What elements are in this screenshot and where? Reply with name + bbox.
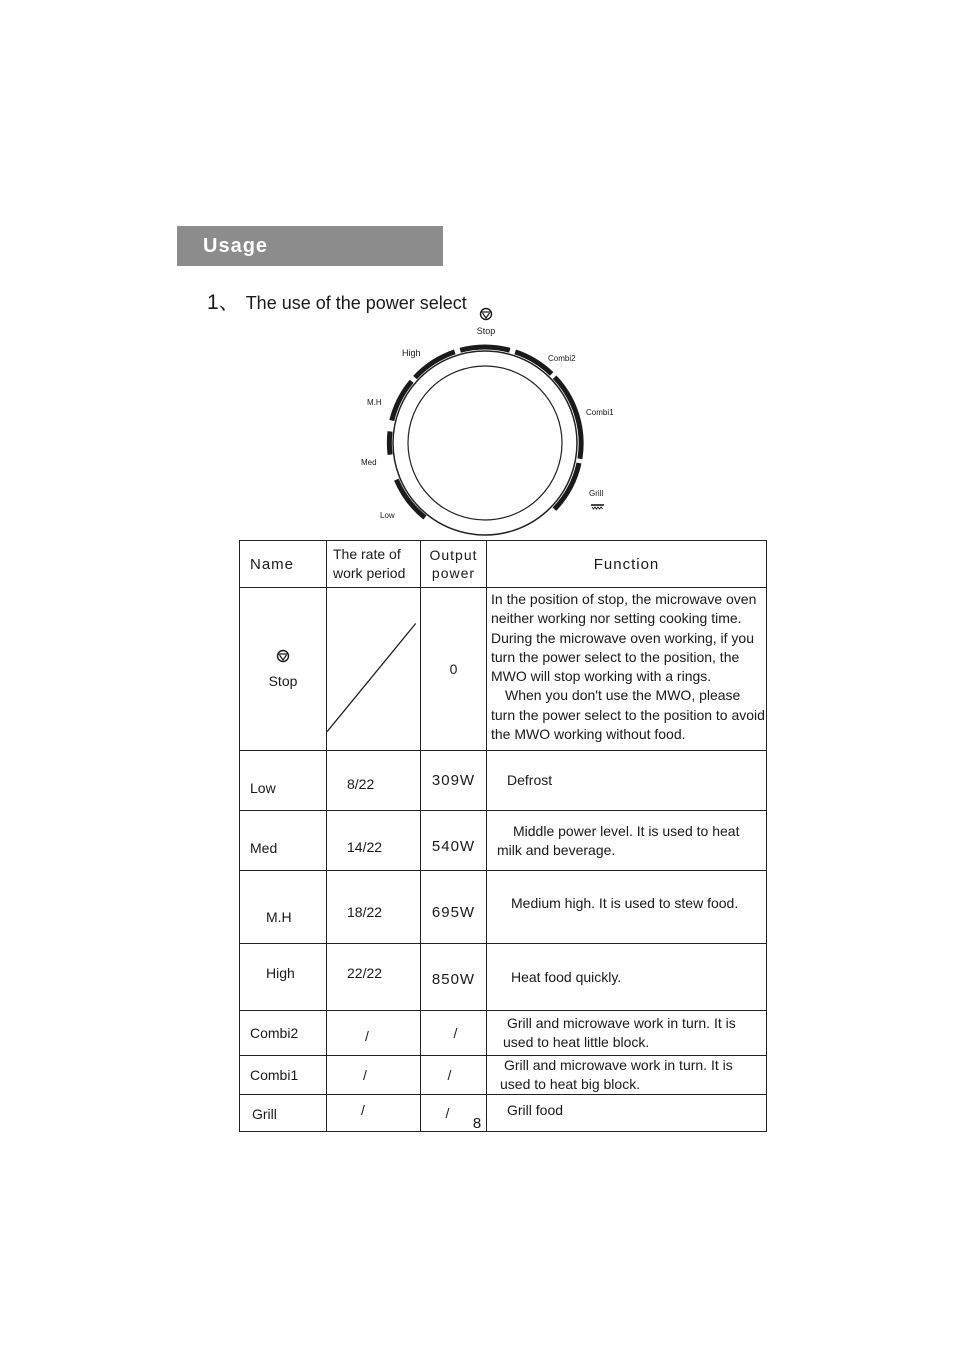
row-function — [487, 588, 767, 751]
row-output: 0 — [421, 588, 487, 751]
row-rate-cell — [327, 588, 421, 751]
row-rate: 18/22 — [327, 871, 421, 944]
row-rate: / — [327, 1011, 421, 1056]
row-name-cell — [240, 588, 327, 751]
row-rate: 8/22 — [327, 751, 421, 811]
row-function: Middle power level. It is used to heat milk and beverage. — [487, 811, 767, 871]
header-name: Name — [240, 541, 327, 588]
row-name: Grill — [240, 1095, 327, 1132]
row-function: Grill food — [487, 1095, 767, 1132]
row-name: Combi2 — [240, 1011, 327, 1056]
table-row — [240, 588, 767, 751]
dial-arc-stop — [460, 347, 510, 350]
row-name: High — [240, 944, 327, 1011]
row-output: 540W — [421, 811, 487, 871]
header-rate-line2: work period — [333, 565, 406, 581]
table-row — [240, 871, 767, 944]
dial-scale-arcs — [389, 347, 581, 517]
row-function: Medium high. It is used to stew food. — [487, 871, 767, 944]
dial-label-mh: M.H — [367, 398, 382, 407]
row-output: / — [421, 1095, 487, 1132]
table-row — [240, 811, 767, 871]
dial-label-stop: Stop — [476, 326, 496, 336]
dial-label-med: Med — [361, 458, 377, 467]
header-function: Function — [487, 541, 767, 588]
row-output: 309W — [421, 751, 487, 811]
dial-arc-high — [415, 352, 455, 378]
table-row — [240, 944, 767, 1011]
table-row — [240, 1011, 767, 1056]
row-output: / — [421, 1056, 487, 1095]
row-rate: 22/22 — [327, 944, 421, 1011]
dial-label-combi1: Combi1 — [586, 408, 614, 417]
header-output-line2: power — [431, 565, 476, 581]
row-function: Defrost — [487, 751, 767, 811]
header-output-line1: Output — [429, 547, 478, 563]
dial-arc-mh — [392, 381, 412, 420]
heading-text: The use of the power select — [245, 293, 467, 313]
stop-icon — [481, 309, 492, 320]
power-level-table — [239, 540, 767, 1132]
table-row — [240, 751, 767, 811]
dial-label-grill: Grill — [589, 489, 604, 498]
row-output: 695W — [421, 871, 487, 944]
dial-arc-combi2 — [515, 352, 551, 374]
row-name: Med — [240, 811, 327, 871]
dial-arc-med — [389, 431, 390, 454]
row-rate: / — [327, 1056, 421, 1095]
stop-function-p1: In the position of stop, the microwave oven neither working nor setting cooking time. During the microwave oven working, if you turn the power select to the position, the MWO will stop working with a rings. — [491, 591, 757, 685]
grill-icon — [591, 505, 604, 509]
row-name: Low — [240, 751, 327, 811]
row-output: 850W — [421, 944, 487, 1011]
heading-number: 1、 — [207, 291, 240, 314]
section-title: Usage — [203, 235, 269, 257]
row-output: / — [421, 1011, 487, 1056]
power-select-dial — [340, 300, 640, 540]
stop-function-p2: When you don't use the MWO, please turn the power select to the position to avoid the MWO working without food. — [491, 687, 765, 743]
header-rate — [327, 541, 421, 588]
page-number: 8 — [472, 1115, 482, 1132]
table-row — [240, 1056, 767, 1095]
row-name: M.H — [240, 871, 327, 944]
dial-inner-ring — [408, 366, 562, 520]
dial-label-high: High — [402, 348, 421, 358]
stop-icon — [276, 649, 290, 663]
dial-label-combi2: Combi2 — [548, 354, 576, 363]
table-header-row — [240, 541, 767, 588]
row-name: Combi1 — [240, 1056, 327, 1095]
row-function: Heat food quickly. — [487, 944, 767, 1011]
dial-label-low: Low — [380, 511, 395, 520]
row-function: Grill and microwave work in turn. It is used to heat little block. — [487, 1011, 767, 1056]
dial-outer-ring — [393, 351, 577, 535]
row-rate: / — [327, 1095, 421, 1132]
row-rate: 14/22 — [327, 811, 421, 871]
row-name: Stop — [268, 673, 298, 689]
diagonal-line — [327, 588, 420, 750]
header-rate-line1: The rate of — [333, 546, 401, 562]
header-output — [421, 541, 487, 588]
section-banner — [177, 226, 443, 266]
row-function: Grill and microwave work in turn. It is used to heat big block. — [487, 1056, 767, 1095]
